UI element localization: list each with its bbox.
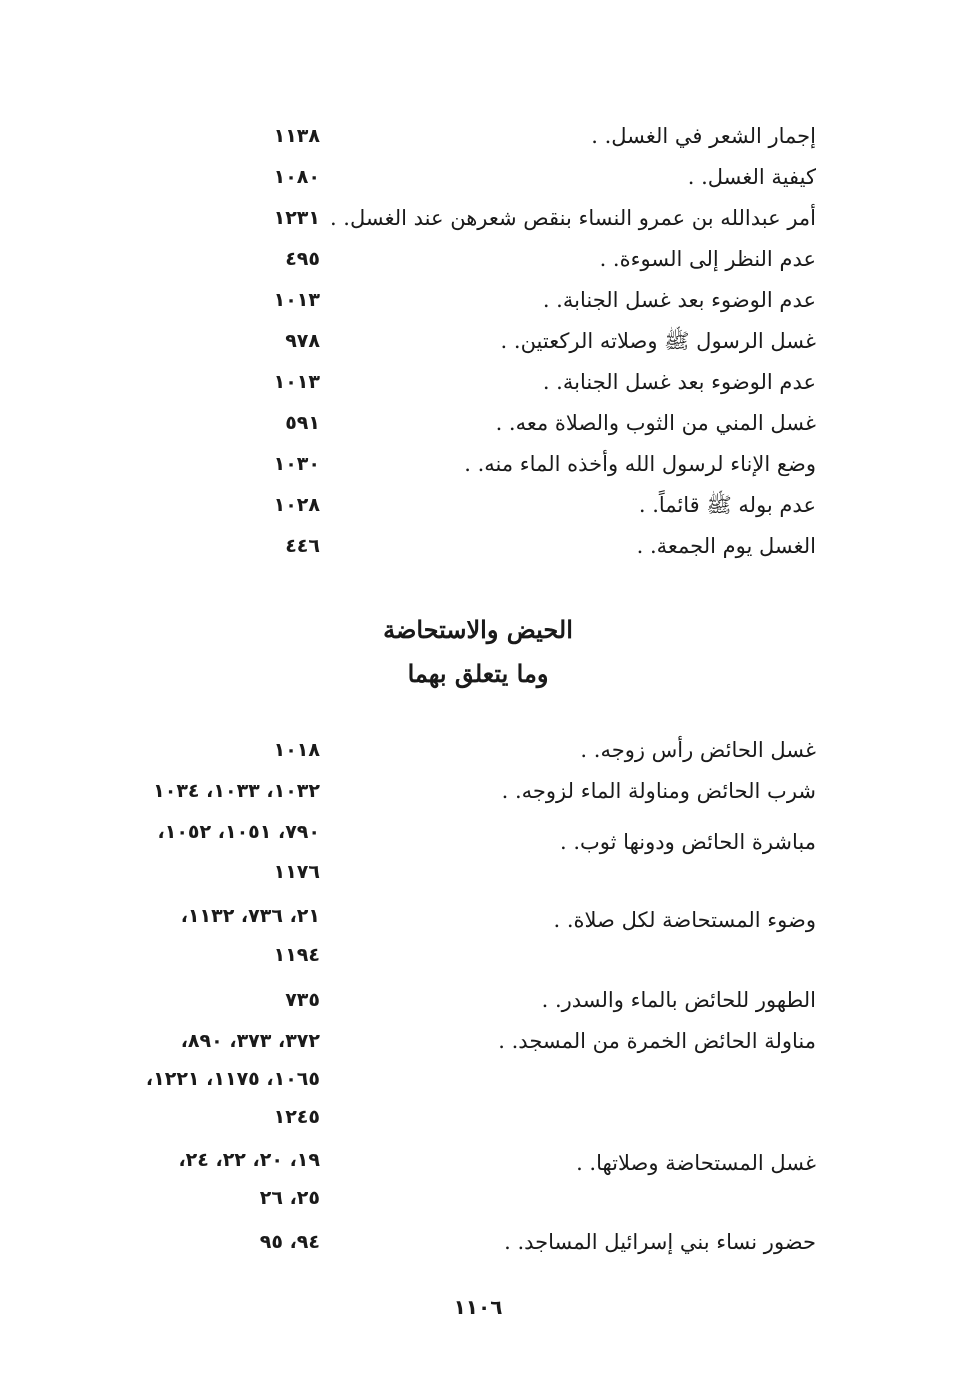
entry-topic: غسل الرسول ﷺ وصلاته الركعتين. . <box>500 329 816 353</box>
index-entry <box>0 1021 956 1061</box>
index-entry <box>0 771 956 811</box>
index-entry-continuation <box>0 935 956 975</box>
index-entry <box>0 526 956 566</box>
entry-page-numbers: ١٠١٣ <box>273 289 320 311</box>
index-entry <box>0 980 956 1020</box>
entry-page-numbers: ١٠٢٨ <box>273 494 320 516</box>
index-entry <box>0 157 956 197</box>
entry-page-numbers-continued: ١٢٤٥ <box>273 1106 320 1128</box>
entry-page-numbers: ١٩، ٢٠، ٢٢، ٢٤، <box>178 1149 320 1171</box>
entry-page-numbers: ١٠٨٠ <box>273 166 320 188</box>
section-heading: الحيض والاستحاضة <box>383 615 573 644</box>
entry-page-numbers: ١٠٣٠ <box>273 453 320 475</box>
entry-topic: أمر عبدالله بن عمرو النساء بنقص شعرهن عند الغسل. . <box>329 206 816 230</box>
entry-page-numbers: ٩٤، ٩٥ <box>259 1231 320 1253</box>
entry-topic: وضوء المستحاضة لكل صلاة. . <box>553 908 816 932</box>
entry-page-numbers: ١٠٣٢، ١٠٣٣، ١٠٣٤ <box>153 780 320 802</box>
entry-page-numbers-continued: ١١٧٦ <box>273 861 320 883</box>
entry-page-numbers: ٤٩٥ <box>285 248 320 270</box>
entry-topic: مناولة الحائض الخمرة من المسجد. . <box>498 1029 816 1053</box>
entry-page-numbers: ١٢٣١ <box>273 207 320 229</box>
entry-topic: إجمار الشعر في الغسل. . <box>591 124 816 148</box>
index-entry-continuation <box>0 1097 956 1137</box>
entry-page-numbers: ٤٤٦ <box>285 535 320 557</box>
index-entry <box>0 321 956 361</box>
index-entry <box>0 444 956 484</box>
entry-page-numbers: ٥٩١ <box>285 412 320 434</box>
index-entry <box>0 485 956 525</box>
entry-topic: عدم الوضوء بعد غسل الجنابة. . <box>542 288 816 312</box>
index-entry <box>0 362 956 402</box>
entry-page-numbers: ٧٩٠، ١٠٥١، ١٠٥٢، <box>157 821 320 843</box>
index-entry-topic-row <box>0 900 956 940</box>
entry-topic: شرب الحائض ومناولة الماء لزوجه. . <box>501 779 816 803</box>
entry-page-numbers: ٣٧٢، ٣٧٣، ٨٩٠، <box>180 1030 320 1052</box>
entry-topic: عدم بوله ﷺ قائماً. . <box>638 493 816 517</box>
entry-page-numbers-continued: ١٠٦٥، ١١٧٥، ١٢٢١، <box>145 1068 320 1090</box>
index-entry <box>0 280 956 320</box>
index-entry-continuation <box>0 1178 956 1218</box>
entry-page-numbers: ٢١، ٧٣٦، ١١٣٢، <box>180 905 320 927</box>
entry-topic: الطهور للحائض بالماء والسدر. . <box>541 988 816 1012</box>
index-entry-continuation <box>0 1059 956 1099</box>
entry-topic: غسل المستحاضة وصلاتها. . <box>576 1151 816 1175</box>
index-entry <box>0 116 956 156</box>
entry-topic: غسل الحائض رأس زوجه. . <box>580 738 816 762</box>
entry-page-numbers: ٧٣٥ <box>285 989 320 1011</box>
page-number: ١١٠٦ <box>453 1295 503 1319</box>
index-entry-continuation <box>0 852 956 892</box>
entry-topic: حضور نساء بني إسرائيل المساجد. . <box>504 1230 816 1254</box>
entry-topic: غسل المني من الثوب والصلاة معه. . <box>495 411 816 435</box>
entry-topic: وضع الإناء لرسول الله وأخذه الماء منه. . <box>464 452 816 476</box>
entry-topic: مباشرة الحائض ودونها ثوب. . <box>560 830 816 854</box>
section-subheading: وما يتعلق بهما <box>407 659 549 688</box>
index-entry <box>0 1222 956 1262</box>
entry-page-numbers: ١٠١٣ <box>273 371 320 393</box>
entry-topic: عدم الوضوء بعد غسل الجنابة. . <box>542 370 816 394</box>
index-entry-topic-row <box>0 1143 956 1183</box>
index-entry <box>0 403 956 443</box>
entry-page-numbers-continued: ١١٩٤ <box>273 944 320 966</box>
entry-topic: عدم النظر إلى السوءة. . <box>599 247 816 271</box>
index-entry <box>0 730 956 770</box>
entry-topic: الغسل يوم الجمعة. . <box>636 534 816 558</box>
index-entry <box>0 198 956 238</box>
entry-page-numbers: ١١٣٨ <box>273 125 320 147</box>
entry-topic: كيفية الغسل. . <box>687 165 816 189</box>
entry-page-numbers: ٩٧٨ <box>285 330 320 352</box>
entry-page-numbers-continued: ٢٥، ٢٦ <box>259 1187 320 1209</box>
entry-page-numbers: ١٠١٨ <box>273 739 320 761</box>
index-entry <box>0 239 956 279</box>
